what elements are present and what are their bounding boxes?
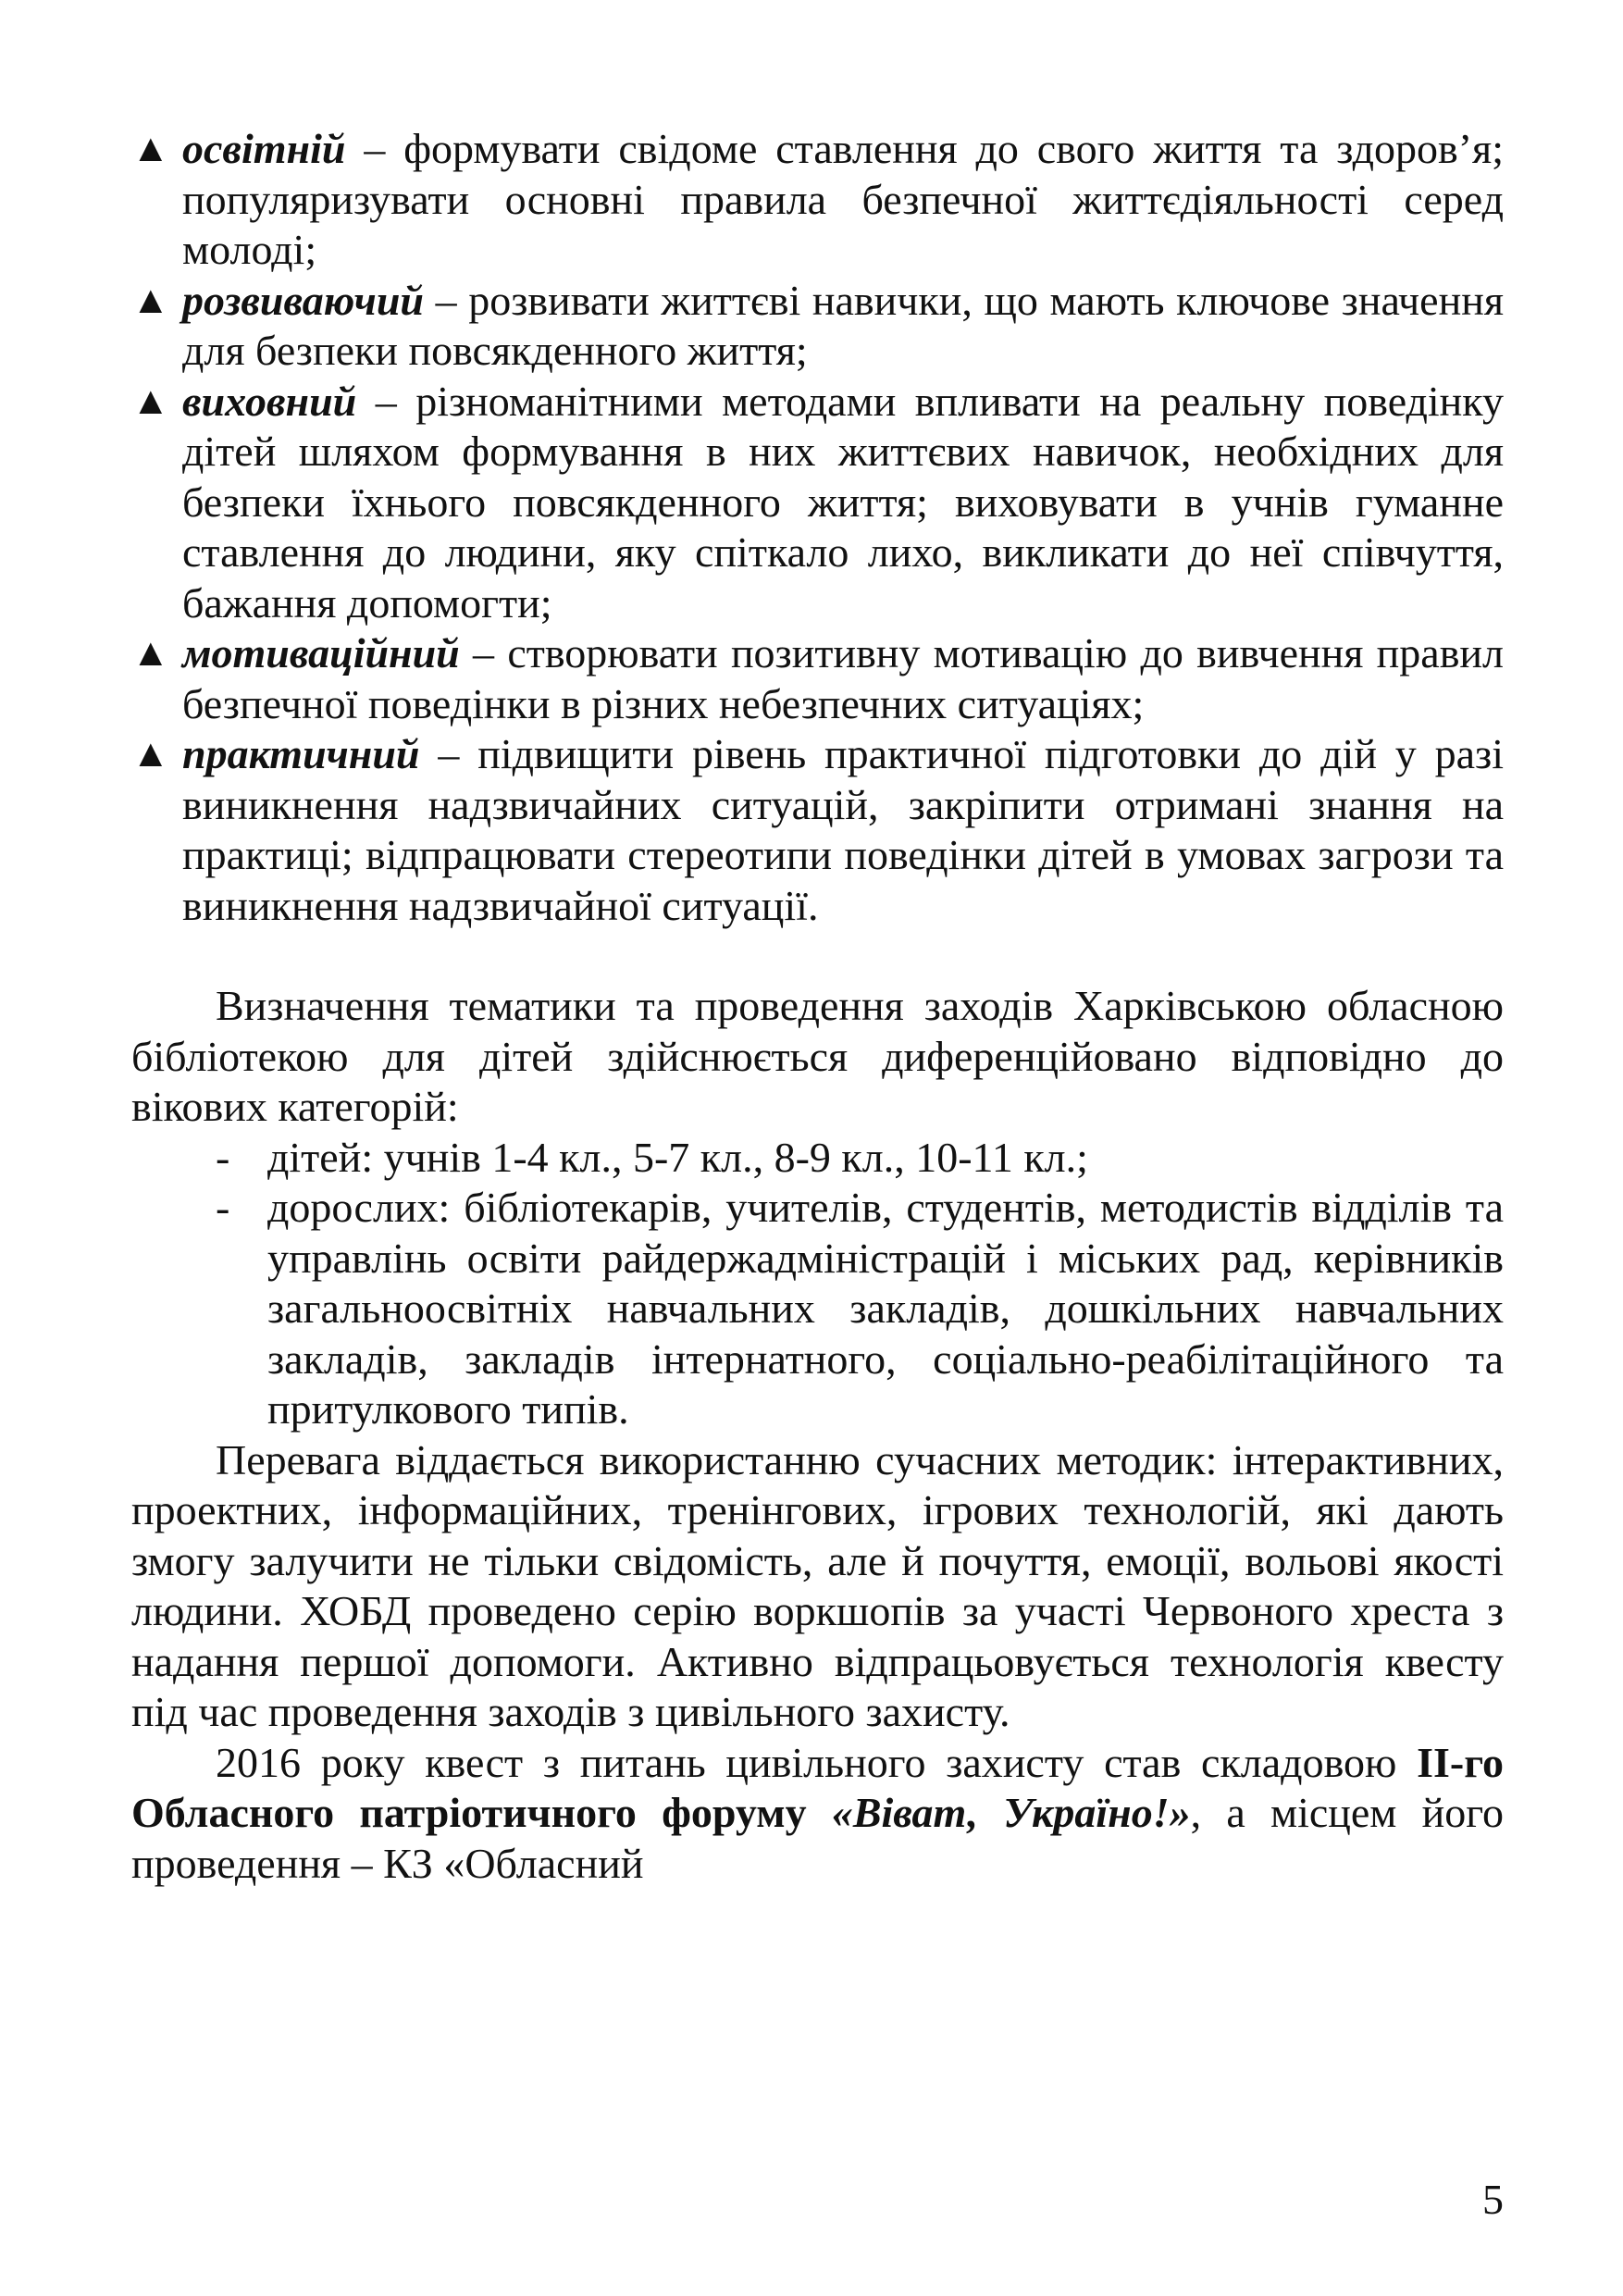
- goal-item-upbringing: [131, 377, 1504, 629]
- category-text: дітей: учнів 1-4 кл., 5-7 кл., 8-9 кл., 10-11 кл.;: [267, 1133, 1088, 1181]
- goal-term: практичний: [182, 730, 420, 777]
- goal-text: – створювати позитивну мотивацію до вивчення правил безпечної поведінки в різних небезпечних ситуаціях;: [182, 629, 1504, 727]
- category-item-children: [131, 1133, 1504, 1184]
- goal-term: розвиваючий: [182, 276, 424, 324]
- goal-text: – розвивати життєві навички, що мають ключове значення для безпеки повсякденного життя;: [182, 276, 1504, 374]
- triangle-bullet-icon: ▲: [131, 379, 170, 423]
- goal-item-motivational: [131, 628, 1504, 729]
- forum-name: ІІ-го Обласного патріотичного форуму: [131, 1738, 1504, 1836]
- dash-bullet: -: [216, 1133, 230, 1181]
- goal-term: мотиваційний: [182, 629, 460, 676]
- goal-text: – різноманітними методами впливати на реальну поведінку дітей шляхом формування в них життєвих навичок, необхідних для безпеки їхнього повсякденного життя; виховувати в учнів гуманне ставлення до людини, яку спіткало лихо, викликати до неї співчуття, бажання допомогти;: [182, 377, 1504, 627]
- goal-item-developing: [131, 276, 1504, 377]
- category-text: дорослих: бібліотекарів, учителів, студентів, методистів відділів та управлінь освіти райдержадміністрацій і міських рад, керівників загальноосвітніх навчальних закладів, дошкільних навчальних закладів, закладів інтернатного, соціально-реабілітаційного та притулкового типів.: [267, 1184, 1504, 1433]
- triangle-bullet-icon: ▲: [131, 632, 170, 675]
- triangle-bullet-icon: ▲: [131, 279, 170, 322]
- paragraph-quest: [131, 1738, 1504, 1890]
- goal-item-practical: [131, 729, 1504, 931]
- goal-text: – підвищити рівень практичної підготовки до дій у разі виникнення надзвичайних ситуацій, закріпити отримані знання на практиці; відпрацювати стереотипи поведінки дітей в умовах загрози та виникнення надзвичайної ситуації.: [182, 730, 1504, 929]
- goal-term: виховний: [182, 377, 357, 425]
- paragraph-thematics: Визначення тематики та проведення заходів Харківською обласною бібліотекою для дітей здійснюється диференційовано відповідно до вікових категорій:: [131, 982, 1504, 1130]
- quest-text-end: , а місцем його проведення – КЗ «Обласний: [131, 1789, 1504, 1887]
- dash-bullet: -: [216, 1184, 230, 1231]
- goal-item-educational: [131, 124, 1504, 276]
- page-number: 5: [1482, 2176, 1504, 2223]
- goals-list: [131, 124, 1504, 931]
- paragraph-methods: Перевага віддається використанню сучасних методик: інтерактивних, проектних, інформаційних, тренінгових, ігрових технологій, які дають змогу залучити не тільки свідомість, але й почуття, емоції, вольові якості людини. ХОБД проведено серію воркшопів за участі Червоного хреста з надання першої допомоги. Активно відпрацьовується технологія квесту під час проведення заходів з цивільного захисту.: [131, 1435, 1504, 1735]
- triangle-bullet-icon: ▲: [131, 733, 170, 776]
- quest-text-start: 2016 року квест з питань цивільного захисту став складовою: [216, 1738, 1418, 1786]
- section-spacer: [131, 931, 1504, 981]
- forum-slogan: «Віват, Україно!»: [831, 1789, 1191, 1836]
- triangle-bullet-icon: ▲: [131, 128, 170, 170]
- goal-text: – формувати свідоме ставлення до свого життя та здоров’я; популяризувати основні правила безпечної життєдіяльності серед молоді;: [182, 125, 1504, 273]
- category-item-adults: [131, 1183, 1504, 1435]
- goal-term: освітній: [182, 125, 346, 172]
- age-categories-list: [131, 1133, 1504, 1435]
